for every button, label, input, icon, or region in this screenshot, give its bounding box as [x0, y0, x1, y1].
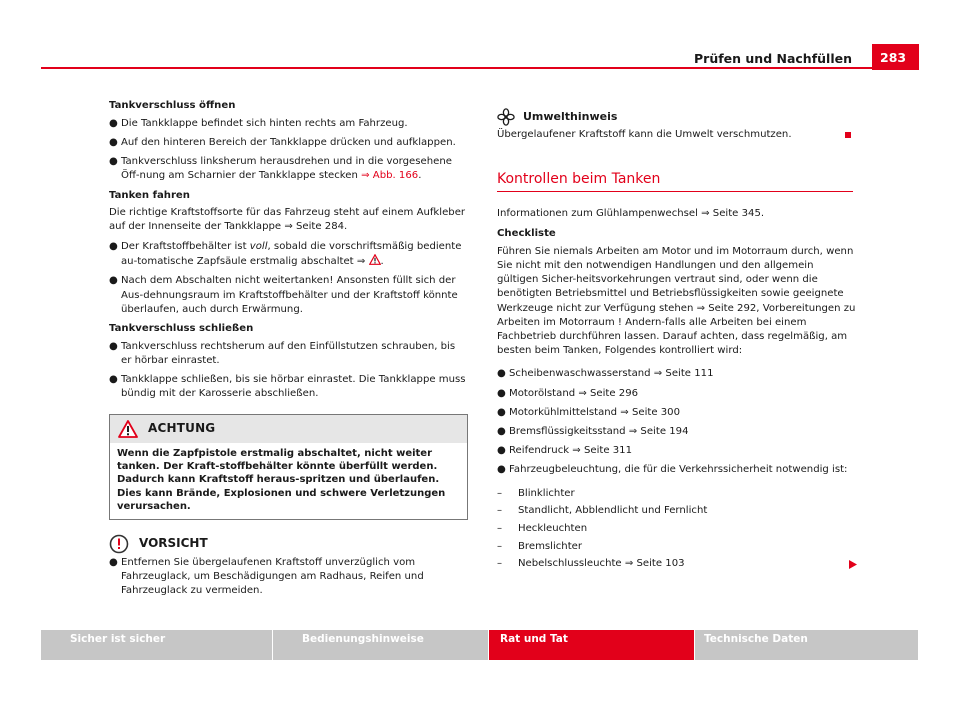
bullet-icon: ●: [497, 406, 506, 418]
dash-icon: –: [497, 487, 503, 499]
caution-text: Entfernen Sie übergelaufenen Kraftstoff unverzüglich vom Fahrzeuglack, um Beschädigungen am Radhaus, Reifen und Fahrzeuglack zu vermeiden.: [121, 556, 424, 596]
list-item: – Bremslichter: [497, 540, 857, 554]
end-marker-icon: [845, 132, 851, 138]
environment-note: [497, 128, 857, 142]
warning-triangle-icon: [118, 420, 138, 438]
list-item: – Heckleuchten: [497, 522, 857, 536]
header-divider: [41, 67, 872, 69]
continue-arrow-icon[interactable]: [849, 560, 857, 569]
checklist-text: Führen Sie niemals Arbeiten am Motor und im Motorraum durch, wenn Sie nicht mit den notwendigen Handlungen und den allgemein gültigen Sicher-heitsvorkehrungen vertraut sind, oder wenn die benötigten Betriebsmittel und Betriebsflüssigkeiten sowie geeignete Werkzeuge nicht zur Verfügung stehen ⇒ Seite 292, Vorbereitungen zu Arbeiten im Motorraum ! Andern-falls alle Arbeiten bei einem Fachbetrieb durchführen lassen. Darauf achten, dass regelmäßig, am besten beim Tanken, Folgendes kontrolliert wird:: [497, 245, 856, 357]
list-item: ● Tankklappe schließen, bis sie hörbar einrastet. Die Tankklappe muss bündig mit der Karosserie abschließen.: [109, 373, 468, 401]
warning-text: Wenn die Zapfpistole erstmalig abschaltet, nicht weiter tanken. Der Kraft-stoffbehälter könnte überfüllt werden. Dadurch kann Kraftstoff heraus-spritzen und überlaufen. Dies kann Brände, Explosionen und schwere Verletzungen verursachen.: [117, 447, 446, 513]
bullet-icon: ●: [497, 368, 506, 380]
bullet-icon: ●: [109, 556, 118, 568]
chapter-tabs: [41, 630, 918, 660]
bullet-icon: ●: [497, 445, 506, 457]
tab-bedienungshinweise[interactable]: Bedienungshinweise: [273, 630, 489, 660]
page-header-title: Prüfen und Nachfüllen: [694, 51, 852, 66]
warning-triangle-icon[interactable]: [369, 254, 381, 265]
list-item: ● Scheibenwaschwasserstand ⇒ Seite 111: [497, 367, 857, 381]
checklist-heading: Checkliste: [497, 228, 556, 239]
caution-icon: [109, 534, 129, 554]
list-item: ● Motorkühlmittelstand ⇒ Seite 300: [497, 406, 857, 420]
list-item: ● Reifendruck ⇒ Seite 311: [497, 444, 857, 458]
caution-title: VORSICHT: [139, 536, 208, 551]
bullet-icon: ●: [497, 464, 506, 476]
bullet-icon: ●: [497, 387, 506, 399]
list-item: ● Auf den hinteren Bereich der Tankklappe drücken und aufklappen.: [109, 136, 468, 150]
environment-text: Übergelaufener Kraftstoff kann die Umwelt verschmutzen.: [497, 129, 792, 140]
list-item: ● Tankverschluss linksherum herausdrehen und in die vorgesehene Öff-nung am Scharnier der Tankklappe stecken ⇒ Abb. 166.: [109, 155, 468, 183]
list-item: – Standlicht, Abblendlicht und Fernlicht: [497, 504, 857, 518]
dash-icon: –: [497, 558, 503, 570]
flower-icon: [497, 108, 515, 126]
warning-box: [109, 414, 468, 520]
environment-header: [497, 108, 857, 126]
list-item: ● Der Kraftstoffbehälter ist voll, sobald die vorschriftsmäßig bediente au-tomatische Zapfsäule erstmalig abschaltet ⇒ .: [109, 240, 468, 269]
list-item: [109, 556, 468, 599]
list-item: ● Die Tankklappe befindet sich hinten rechts am Fahrzeug.: [109, 117, 468, 131]
environment-title: Umwelthinweis: [523, 109, 618, 123]
dash-icon: –: [497, 505, 503, 517]
refuel-text: Die richtige Kraftstoffsorte für das Fahrzeug steht auf einem Aufkleber auf der Innenseite der Tankklappe ⇒ Seite 284.: [109, 207, 466, 233]
left-column: [109, 99, 468, 603]
dash-icon: –: [497, 540, 503, 552]
section-title: Kontrollen beim Tanken: [497, 172, 853, 192]
bullet-icon: ●: [497, 425, 506, 437]
bullet-icon: ●: [109, 340, 118, 352]
open-heading: Tankverschluss öffnen: [109, 100, 236, 111]
tab-sicher-ist-sicher[interactable]: Sicher ist sicher: [41, 630, 273, 660]
bullet-icon: ●: [109, 136, 118, 148]
list-item: ● Nach dem Abschalten nicht weitertanken! Ansonsten füllt sich der Aus-dehnungsraum im Kraftstoffbehälter und der Kraftstoff könnte überlaufen, auch durch Erwärmung.: [109, 274, 468, 317]
list-item: ● Bremsflüssigkeitsstand ⇒ Seite 194: [497, 425, 857, 439]
bullet-icon: ●: [109, 275, 118, 287]
right-column: [497, 108, 857, 575]
figure-link[interactable]: ⇒ Abb. 166: [361, 170, 419, 182]
page-number: 283: [872, 44, 919, 70]
list-item: ● Tankverschluss rechtsherum auf den Einfüllstutzen schrauben, bis er hörbar einrastet.: [109, 340, 468, 368]
bullet-icon: ●: [109, 374, 118, 386]
bullet-icon: ●: [109, 241, 118, 253]
list-item: – Nebelschlussleuchte ⇒ Seite 103: [497, 557, 857, 571]
close-heading: Tankverschluss schließen: [109, 323, 254, 335]
list-item: ● Motorölstand ⇒ Seite 296: [497, 387, 857, 401]
info-text: Informationen zum Glühlampenwechsel ⇒ Seite 345.: [497, 208, 765, 220]
bullet-icon: ●: [109, 117, 118, 129]
dash-icon: –: [497, 522, 503, 534]
refuel-heading: Tanken fahren: [109, 189, 190, 201]
warning-header: [110, 415, 467, 443]
tab-rat-und-tat[interactable]: Rat und Tat: [489, 630, 695, 660]
list-item: – Blinklichter: [497, 487, 857, 501]
warning-title: ACHTUNG: [148, 421, 216, 436]
caution-header: [109, 534, 468, 554]
bullet-icon: ●: [109, 156, 118, 168]
list-item: ● Fahrzeugbeleuchtung, die für die Verkehrssicherheit notwendig ist:: [497, 463, 857, 477]
tab-technische-daten[interactable]: Technische Daten: [695, 630, 918, 660]
